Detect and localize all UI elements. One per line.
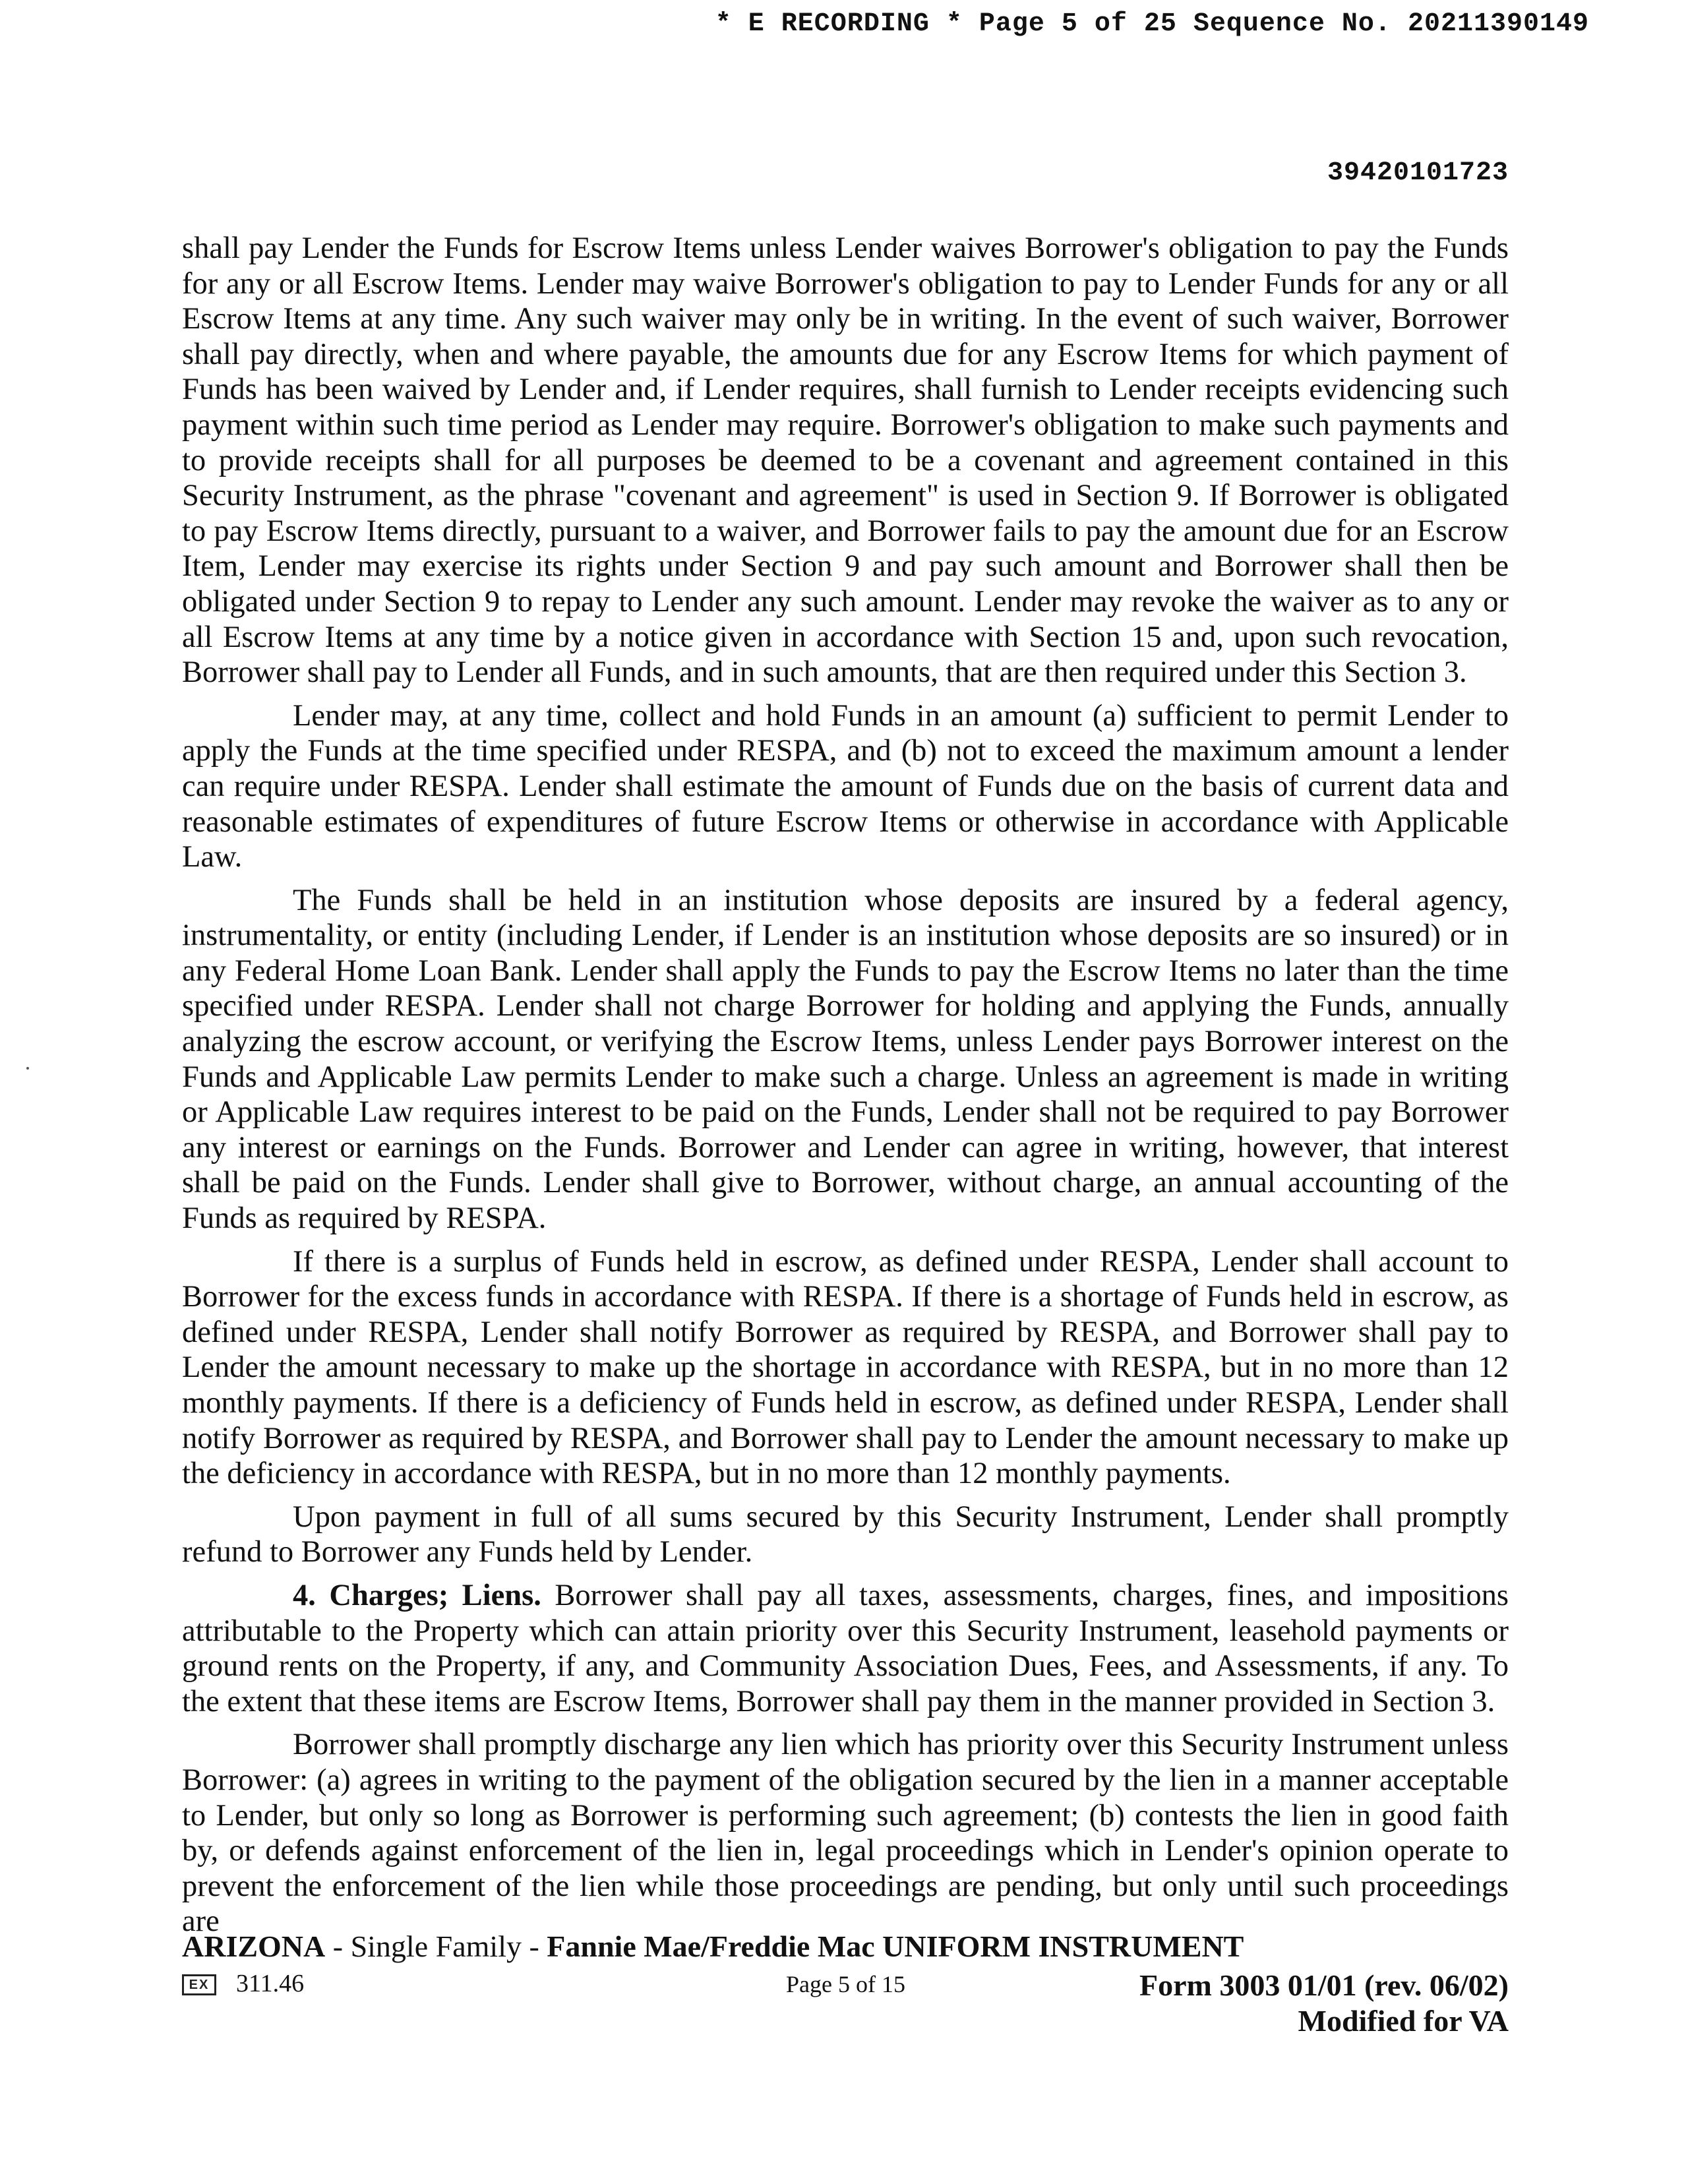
section-heading-charges-liens: 4. Charges; Liens.: [293, 1578, 541, 1612]
footer-title: [182, 1928, 1509, 1965]
form-number: Form 3003 01/01 (rev. 06/02): [1139, 1968, 1509, 2002]
paragraph-funds-held: The Funds shall be held in an institution whose deposits are insured by a federal agency, instrumentality, or entity (including Lender, if Lender is an institution whose deposits are so insured) or in any Federal Home Loan Bank. Lender shall apply the Funds to pay the Escrow Items no later than the time specified under RESPA. Lender shall not charge Borrower for holding and applying the Funds, annually analyzing the escrow account, or verifying the Escrow Items, unless Lender pays Borrower interest on the Funds and Applicable Law permits Lender to make such a charge. Unless an agreement is made in writing or Applicable Law requires interest to be paid on the Funds, Lender shall not be required to pay Borrower any interest or earnings on the Funds. Borrower and Lender can agree in writing, however, that interest shall be paid on the Funds. Lender shall give to Borrower, without charge, an annual accounting of the Funds as required by RESPA.: [182, 883, 1509, 1236]
paragraph-escrow-waiver: shall pay Lender the Funds for Escrow Items unless Lender waives Borrower's obligation to pay the Funds for any or all Escrow Items. Lender may waive Borrower's obligation to pay to Lender Funds for any or all Escrow Items at any time. Any such waiver may only be in writing. In the event of such waiver, Borrower shall pay directly, when and where payable, the amounts due for any Escrow Items for which payment of Funds has been waived by Lender and, if Lender requires, shall furnish to Lender receipts evidencing such payment within such time period as Lender may require. Borrower's obligation to make such payments and to provide receipts shall for all purposes be deemed to be a covenant and agreement contained in this Security Instrument, as the phrase "covenant and agreement" is used in Section 9. If Borrower is obligated to pay Escrow Items directly, pursuant to a waiver, and Borrower fails to pay the amount due for an Escrow Item, Lender may exercise its rights under Section 9 and pay such amount and Borrower shall then be obligated under Section 9 to repay to Lender any such amount. Lender may revoke the waiver as to any or all Escrow Items at any time by a notice given in accordance with Section 15 and, upon such revocation, Borrower shall pay to Lender all Funds, and in such amounts, that are then required under this Section 3.: [182, 231, 1509, 690]
loan-number: 39420101723: [1327, 158, 1509, 188]
paragraph-charges-liens: [182, 1578, 1509, 1719]
ex-logo: EX: [182, 1974, 216, 1995]
footer-family-type: - Single Family -: [325, 1929, 547, 1963]
page-footer: [182, 1928, 1509, 2038]
document-body: [182, 231, 1509, 1947]
footer-state: ARIZONA: [182, 1929, 326, 1963]
scan-mark: [26, 1067, 29, 1070]
form-code: 311.46: [236, 1970, 305, 1997]
form-modified: Modified for VA: [1298, 2004, 1509, 2038]
paragraph-collect-funds: Lender may, at any time, collect and hold Funds in an amount (a) sufficient to permit Lender to apply the Funds at the time specified under RESPA, and (b) not to exceed the maximum amount a lender can require under RESPA. Lender shall estimate the amount of Funds due on the basis of current data and reasonable estimates of expenditures of future Escrow Items or otherwise in accordance with Applicable Law.: [182, 698, 1509, 874]
recording-header: * E RECORDING * Page 5 of 25 Sequence No. 20211390149: [715, 9, 1589, 39]
page-count: Page 5 of 15: [786, 1971, 905, 1997]
paragraph-discharge-lien: Borrower shall promptly discharge any lien which has priority over this Security Instrument unless Borrower: (a) agrees in writing to the payment of the obligation secured by the lien in a manner acceptable to Lender, but only so long as Borrower is performing such agreement; (b) contests the lien in good faith by, or defends against enforcement of the lien in, legal proceedings which in Lender's opinion operate to prevent the enforcement of the lien while those proceedings are pending, but only until such proceedings are: [182, 1728, 1509, 1939]
paragraph-surplus-shortage: If there is a surplus of Funds held in escrow, as defined under RESPA, Lender shall account to Borrower for the excess funds in accordance with RESPA. If there is a shortage of Funds held in escrow, as defined under RESPA, Lender shall notify Borrower as required by RESPA, and Borrower shall pay to Lender the amount necessary to make up the shortage in accordance with RESPA, but in no more than 12 monthly payments. If there is a deficiency of Funds held in escrow, as defined under RESPA, Lender shall notify Borrower as required by RESPA, and Borrower shall pay to Lender the amount necessary to make up the deficiency in accordance with RESPA, but in no more than 12 monthly payments.: [182, 1244, 1509, 1491]
footer-instrument: Fannie Mae/Freddie Mac UNIFORM INSTRUMENT: [547, 1929, 1244, 1963]
paragraph-refund: Upon payment in full of all sums secured by this Security Instrument, Lender shall promptly refund to Borrower any Funds held by Lender.: [182, 1500, 1509, 1569]
form-info: [1139, 1968, 1509, 2039]
paragraph-charges-liens-text: Borrower shall pay all taxes, assessments, charges, fines, and impositions attributable to the Property which can attain priority over this Security Instrument, leasehold payments or ground rents on the Property, if any, and Community Association Dues, Fees, and Assessments, if any. To the extent that these items are Escrow Items, Borrower shall pay them in the manner provided in Section 3.: [182, 1578, 1509, 1718]
footer-row: [182, 1965, 1509, 2038]
